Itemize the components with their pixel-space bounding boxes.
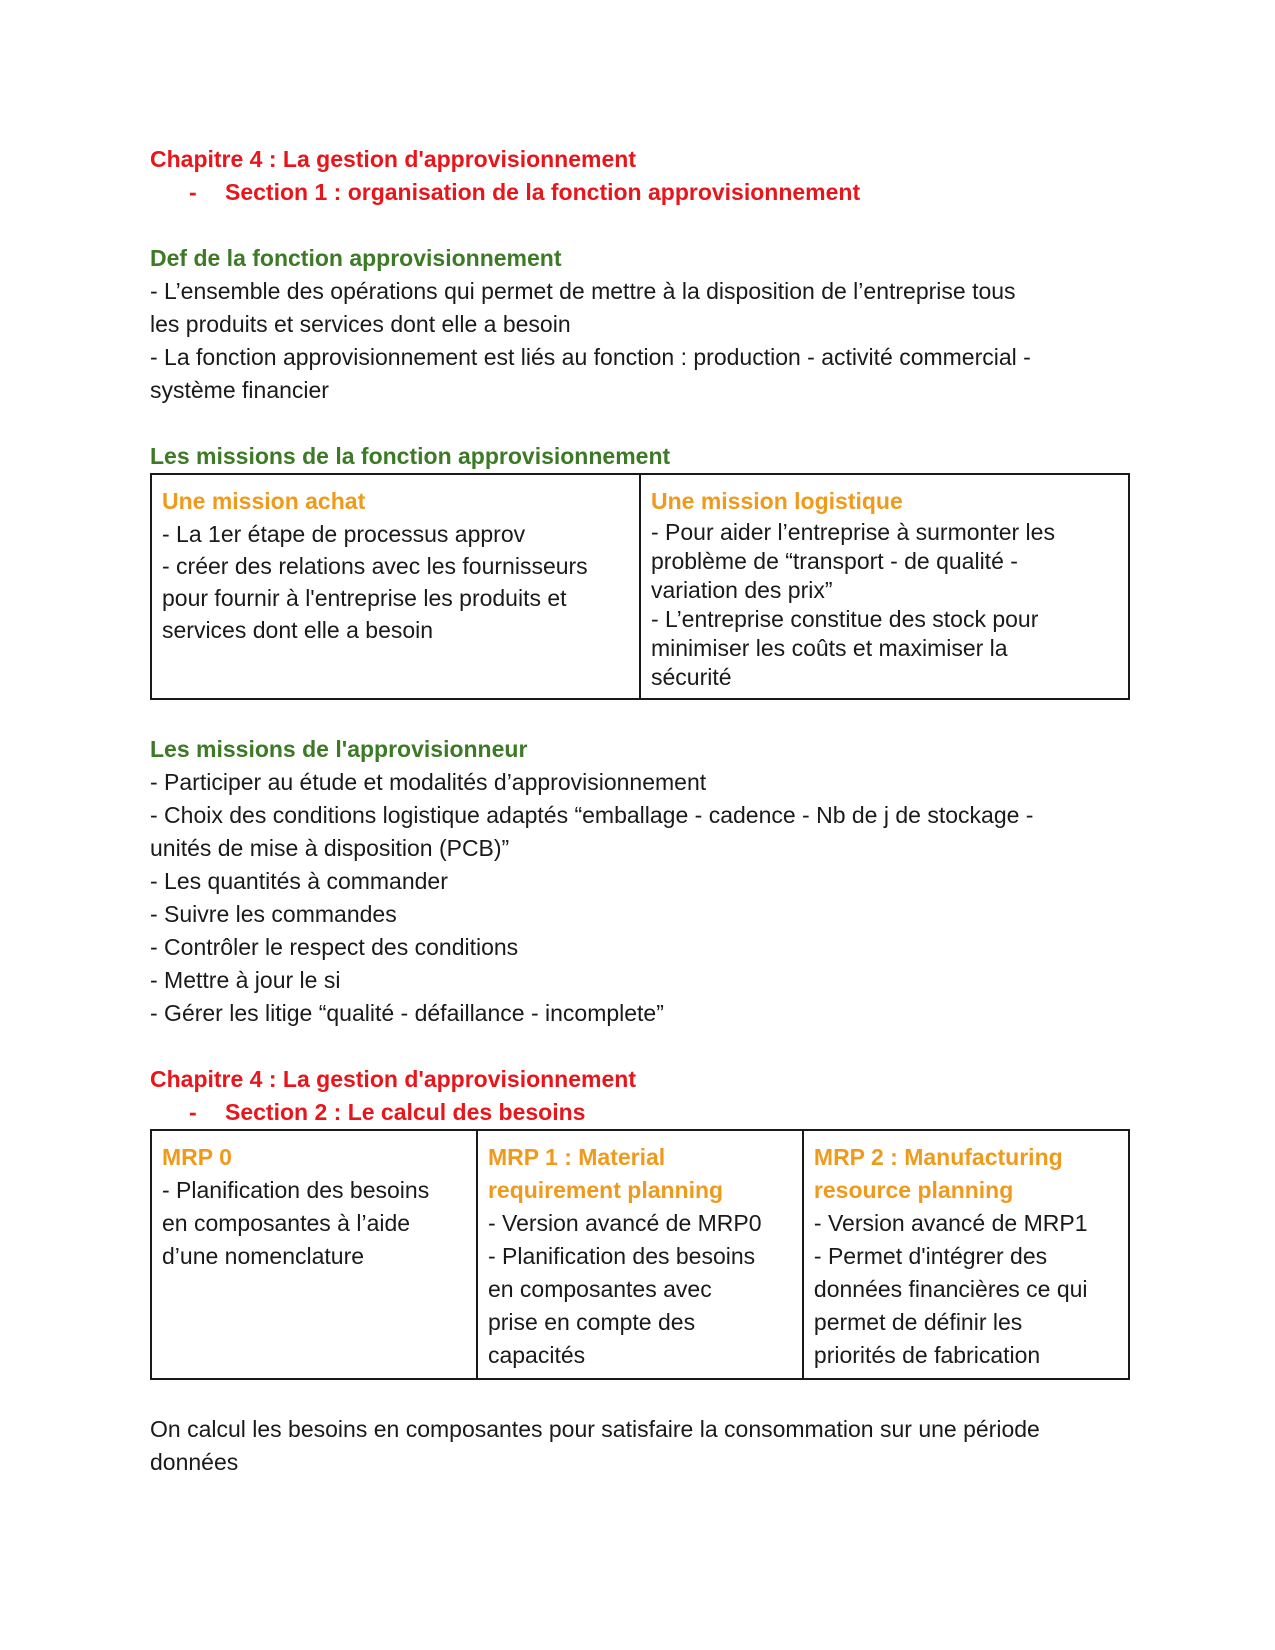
mission-achat-title: Une mission achat xyxy=(162,488,366,514)
mrp2-line: - Version avancé de MRP1 xyxy=(813,1210,1088,1236)
mission-achat-line: services dont elle a besoin xyxy=(162,617,434,643)
mrp1-line: capacités xyxy=(487,1342,586,1368)
mrp2-line: permet de définir les xyxy=(813,1309,1023,1335)
mission-achat-line: - créer des relations avec les fournisseurs xyxy=(162,553,588,579)
mission-achat-line: - La 1er étape de processus approv xyxy=(162,521,526,547)
mrp0-line: - Planification des besoins xyxy=(162,1177,430,1203)
approvisionneur-line: - Contrôler le respect des conditions xyxy=(150,934,519,960)
approvisionneur-line: - Gérer les litige “qualité - défaillance - incomplete” xyxy=(150,1000,664,1026)
section-dash: - xyxy=(189,179,197,205)
missions-heading: Les missions de la fonction approvisionnement xyxy=(150,443,671,469)
section-title xyxy=(150,1096,1130,1129)
mrp2-title: resource planning xyxy=(813,1177,1014,1203)
mission-achat-line: pour fournir à l'entreprise les produits et xyxy=(162,585,567,611)
mrp0-line: d’une nomenclature xyxy=(162,1243,365,1269)
approvisionneur-line: - Suivre les commandes xyxy=(150,901,397,927)
definition-line: - L’ensemble des opérations qui permet de mettre à la disposition de l’entreprise tous xyxy=(150,278,1016,304)
missions-table xyxy=(150,473,1130,700)
definition-heading: Def de la fonction approvisionnement xyxy=(150,245,562,271)
definition-line: les produits et services dont elle a besoin xyxy=(150,311,571,337)
mrp1-line: - Planification des besoins xyxy=(487,1243,756,1269)
approvisionneur-line: - Choix des conditions logistique adaptés “emballage - cadence - Nb de j de stockage - xyxy=(150,802,1034,828)
mrp1-cell xyxy=(477,1130,803,1379)
mrp1-line: en composantes avec xyxy=(487,1276,712,1302)
approvisionneur-line: - Les quantités à commander xyxy=(150,868,448,894)
mission-logistique-title: Une mission logistique xyxy=(651,488,903,514)
mrp2-line: priorités de fabrication xyxy=(813,1342,1041,1368)
section-label: Section 2 : Le calcul des besoins xyxy=(225,1099,586,1125)
mrp0-title: MRP 0 xyxy=(162,1144,232,1170)
definition-line: - La fonction approvisionnement est liés au fonction : production - activité commercial - xyxy=(150,344,1031,370)
conclusion-line: données xyxy=(150,1449,239,1475)
definition-line: système financier xyxy=(150,377,329,403)
mrp0-line: en composantes à l’aide xyxy=(162,1210,411,1236)
mission-achat-cell xyxy=(151,474,640,699)
mrp2-cell xyxy=(803,1130,1129,1379)
mission-logistique-line: - L’entreprise constitue des stock pour xyxy=(651,606,1039,632)
mrp1-title: MRP 1 : Material xyxy=(487,1144,666,1170)
section-title xyxy=(150,176,1130,209)
mrp0-cell xyxy=(151,1130,477,1379)
approvisionneur-line: unités de mise à disposition (PCB)” xyxy=(150,835,510,861)
approvisionneur-line: - Mettre à jour le si xyxy=(150,967,341,993)
chapter-title: Chapitre 4 : La gestion d'approvisionnement xyxy=(150,146,636,172)
document-page xyxy=(150,143,1130,1479)
section-label: Section 1 : organisation de la fonction approvisionnement xyxy=(225,179,861,205)
mrp2-line: données financières ce qui xyxy=(813,1276,1088,1302)
chapter-title: Chapitre 4 : La gestion d'approvisionnement xyxy=(150,1066,636,1092)
mrp-table xyxy=(150,1129,1130,1380)
mission-logistique-cell xyxy=(640,474,1129,699)
mission-logistique-line: minimiser les coûts et maximiser la xyxy=(651,635,1008,661)
mrp2-line: - Permet d'intégrer des xyxy=(813,1243,1048,1269)
mission-logistique-line: problème de “transport - de qualité - xyxy=(651,548,1018,574)
conclusion-line: On calcul les besoins en composantes pour satisfaire la consommation sur une période xyxy=(150,1416,1040,1442)
mrp1-line: - Version avancé de MRP0 xyxy=(487,1210,762,1236)
mission-logistique-line: - Pour aider l’entreprise à surmonter les xyxy=(651,519,1055,545)
approvisionneur-heading: Les missions de l'approvisionneur xyxy=(150,736,528,762)
mrp1-title: requirement planning xyxy=(487,1177,724,1203)
section-dash: - xyxy=(189,1099,197,1125)
mission-logistique-line: variation des prix” xyxy=(651,577,833,603)
mission-logistique-line: sécurité xyxy=(651,664,732,690)
mrp2-title: MRP 2 : Manufacturing xyxy=(813,1144,1063,1170)
approvisionneur-line: - Participer au étude et modalités d’approvisionnement xyxy=(150,769,707,795)
mrp1-line: prise en compte des xyxy=(487,1309,696,1335)
